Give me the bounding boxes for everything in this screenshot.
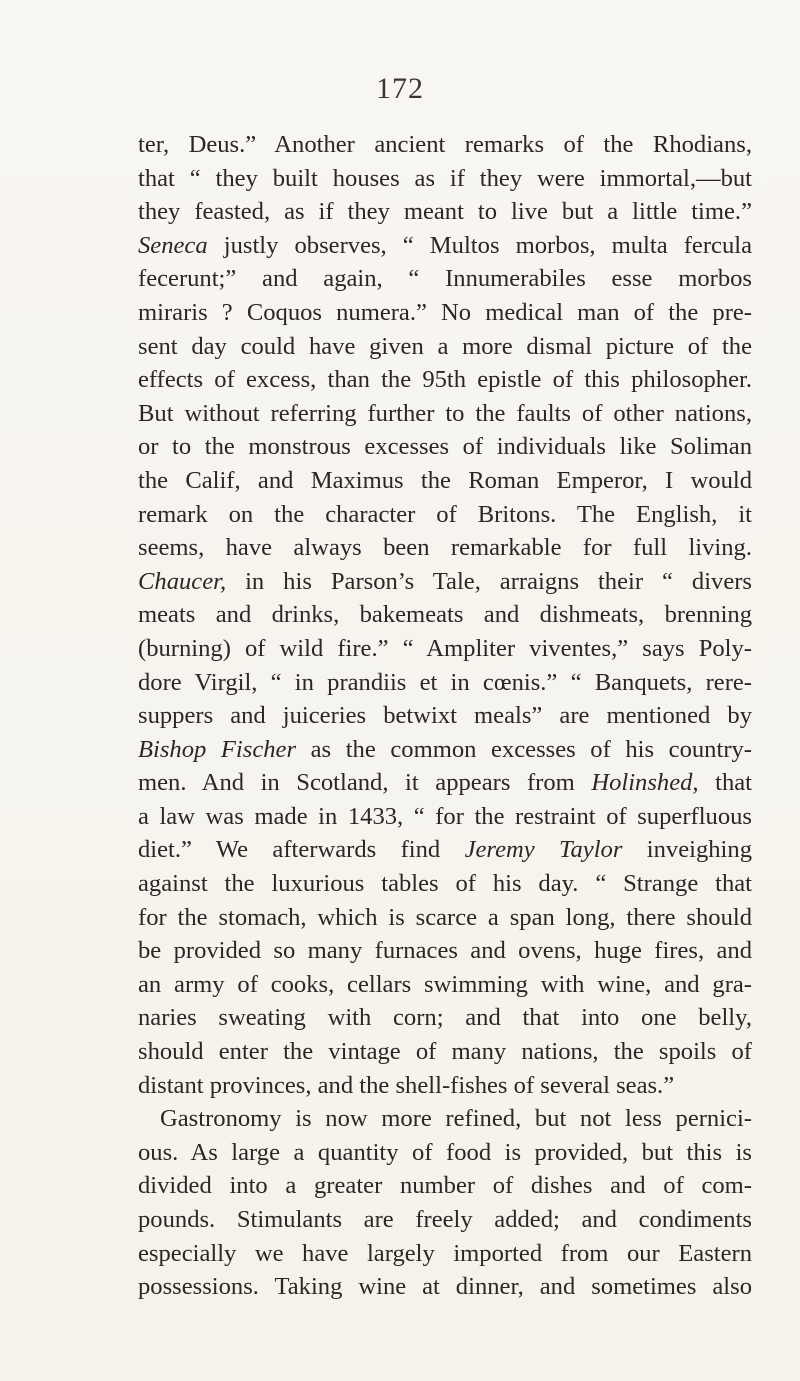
text-line [138, 397, 752, 431]
text-line [138, 229, 752, 263]
text-line [138, 632, 752, 666]
text-line [138, 833, 752, 867]
text-segment: as the common excesses of his country- [296, 735, 752, 763]
text-segment: be provided so many furnaces and ovens, huge fires, and [138, 937, 752, 965]
text-segment: ous. As large a quantity of food is provided, but this is [138, 1138, 752, 1166]
text-segment: justly observes, “ Multos morbos, multa fercula [207, 231, 752, 259]
text-line [138, 128, 752, 162]
text-line [138, 565, 752, 599]
text-segment: an army of cooks, cellars swimming with wine, and gra- [138, 970, 752, 998]
text-line [138, 968, 752, 1002]
text-segment: divided into a greater number of dishes and of com- [138, 1172, 752, 1200]
text-line [138, 699, 752, 733]
text-line [138, 464, 752, 498]
text-line [138, 766, 752, 800]
text-segment: possessions. Taking wine at dinner, and sometimes also [138, 1273, 752, 1301]
text-line [138, 330, 752, 364]
text-line [138, 1035, 752, 1069]
text-segment: suppers and juiceries betwixt meals” are mentioned by [138, 702, 752, 730]
text-segment: meats and drinks, bakemeats and dishmeats, brenning [138, 601, 752, 629]
text-line [138, 733, 752, 767]
text-line [138, 666, 752, 700]
text-segment: pounds. Stimulants are freely added; and condiments [138, 1206, 752, 1233]
text-line [138, 1136, 752, 1170]
text-line [138, 800, 752, 834]
text-segment: against the luxurious tables of his day. “ Strange that [138, 870, 752, 898]
text-line [138, 363, 752, 397]
text-segment: diet.” We afterwards find [138, 836, 465, 864]
text-segment: dore Virgil, “ in prandiis et in cœnis.” “ Banquets, rere- [138, 668, 752, 696]
text-line [138, 867, 752, 901]
text-segment: that [698, 769, 752, 797]
text-segment: But without referring further to the faults of other nations, [138, 399, 752, 427]
text-segment: that “ they built houses as if they were immortal,—but [138, 164, 752, 192]
italic-text-segment: Chaucer, [138, 567, 227, 595]
text-line [138, 1203, 752, 1237]
text-segment: (burning) of wild fire.” “ Ampliter viventes,” says Poly- [138, 634, 752, 662]
text-line [138, 262, 752, 296]
text-line [138, 901, 752, 935]
text-segment: the Calif, and Maximus the Roman Emperor, I would [138, 466, 752, 494]
text-segment: inveighing [622, 836, 752, 864]
text-segment: sent day could have given a more dismal picture of the [138, 332, 752, 360]
text-line [138, 531, 752, 565]
text-segment: seems, have always been remarkable for full living. [138, 534, 752, 562]
text-segment: especially we have largely imported from our Eastern [138, 1239, 752, 1267]
text-segment: for the stomach, which is scarce a span long, there should [138, 903, 752, 931]
page-number: 172 [376, 72, 424, 105]
text-segment: should enter the vintage of many nations, the spoils of [138, 1038, 752, 1066]
italic-text-segment: Holinshed, [591, 769, 699, 797]
text-line [138, 162, 752, 196]
text-segment: they feasted, as if they meant to live but a little time.” [138, 198, 752, 226]
text-line [138, 296, 752, 330]
text-line [138, 1001, 752, 1035]
text-line [138, 598, 752, 632]
text-segment: effects of excess, than the 95th epistle of this philosopher. [138, 366, 752, 394]
text-line [138, 1169, 752, 1203]
text-segment: fecerunt;” and again, “ Innumerabiles esse morbos [138, 265, 752, 293]
text-line [138, 1237, 752, 1271]
text-segment: a law was made in 1433, “ for the restraint of superfluous [138, 802, 752, 830]
text-line [138, 934, 752, 968]
text-line [138, 498, 752, 532]
text-segment: Gastronomy is now more refined, but not less pernici- [160, 1105, 752, 1133]
text-segment: men. And in Scotland, it appears from [138, 769, 592, 797]
italic-text-segment: Seneca [138, 231, 208, 259]
text-segment: in his Parson’s Tale, arraigns their “ divers [226, 567, 752, 595]
text-line [138, 1102, 752, 1136]
text-line [138, 195, 752, 229]
text-segment: naries sweating with corn; and that into one belly, [138, 1004, 752, 1032]
italic-text-segment: Jeremy Taylor [464, 836, 623, 864]
text-segment: or to the monstrous excesses of individuals like Soliman [138, 433, 752, 461]
text-segment: ter, Deus.” Another ancient remarks of the Rhodians, [138, 131, 752, 158]
text-segment: miraris ? Coquos numera.” No medical man of the pre- [138, 298, 752, 326]
text-segment: distant provinces, and the shell-fishes of several seas.” [138, 1071, 675, 1099]
italic-text-segment: Bishop Fischer [138, 735, 297, 763]
text-line [138, 430, 752, 464]
text-line [138, 1270, 752, 1304]
body-text [138, 128, 752, 1304]
text-line [138, 1069, 752, 1103]
text-segment: remark on the character of Britons. The English, it [138, 500, 752, 528]
